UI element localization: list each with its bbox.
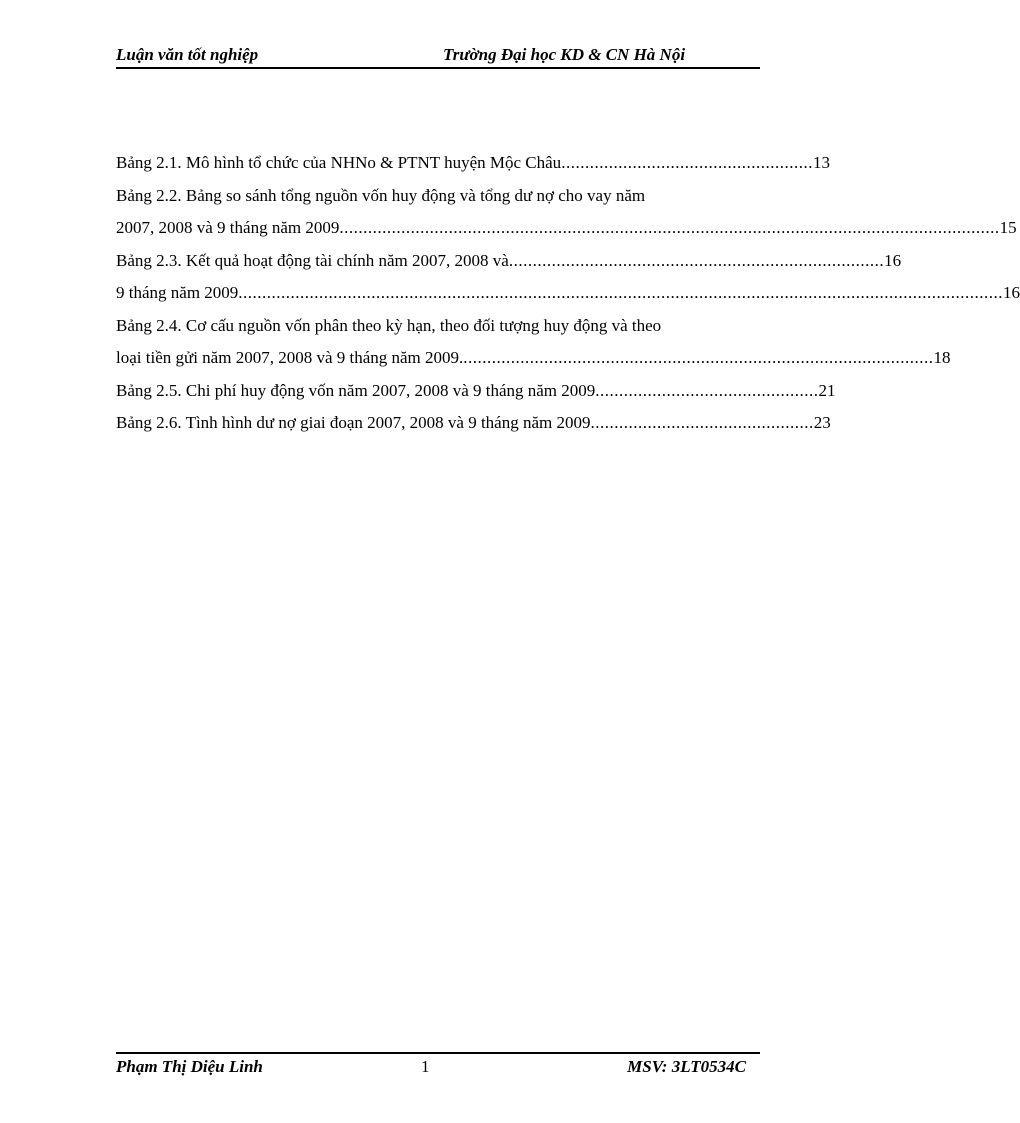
- toc-entry-leader: ...............................................: [595, 380, 819, 400]
- toc-entry-2-3-line1: [116, 245, 902, 278]
- toc-entry-2-3-line2: [116, 277, 1020, 310]
- toc-entry-page: 18: [933, 348, 951, 367]
- toc-entry-text: Bảng 2.5. Chi phí huy động vốn năm 2007, 2008 và 9 tháng năm 2009: [116, 380, 596, 400]
- toc-entry-text: 9 tháng năm 2009: [116, 283, 239, 302]
- toc-entry-2-5: [116, 375, 836, 408]
- footer-student-id: MSV: 3LT0534C: [627, 1057, 746, 1076]
- toc-entry-text: Bảng 2.3. Kết quả hoạt động tài chính năm 2007, 2008 và: [116, 250, 509, 270]
- toc-entry-leader: ...............................................................................: [508, 250, 885, 270]
- toc-entry-leader: ...............................................: [590, 413, 814, 432]
- toc-entry-2-2-line1: [116, 180, 756, 213]
- toc-entry-page: 15: [999, 218, 1017, 237]
- toc-entry-leader: .................................................................................................................................................................: [238, 283, 1004, 302]
- toc-entry-leader: ...........................................................................................................................................: [339, 218, 1000, 237]
- toc-entry-page: 21: [818, 380, 836, 400]
- toc-entry-2-4-line1: [116, 310, 756, 343]
- header-rule: [116, 67, 760, 69]
- toc-entry-2-6: [116, 407, 831, 440]
- table-of-tables: [116, 147, 1020, 440]
- footer-rule: [116, 1052, 760, 1054]
- toc-entry-2-4-line2: [116, 342, 951, 375]
- toc-entry-text: Bảng 2.6. Tình hình dư nợ giai đoạn 2007, 2008 và 9 tháng năm 2009: [116, 413, 591, 432]
- toc-entry-page: 16: [1003, 283, 1020, 302]
- footer-author-name: Phạm Thị Diệu Linh: [116, 1057, 263, 1076]
- toc-entry-2-1: [116, 147, 830, 180]
- toc-entry-leader: ...................................................................................................: [463, 348, 934, 367]
- footer-page-number: 1: [421, 1057, 430, 1076]
- toc-entry-page: 13: [812, 153, 830, 172]
- toc-entry-text: Bảng 2.1. Mô hình tổ chức của NHNo & PTNT huyện Mộc Châu: [116, 153, 562, 172]
- toc-entry-text: loại tiền gửi năm 2007, 2008 và 9 tháng năm 2009.: [116, 348, 464, 367]
- toc-entry-2-2-line2: [116, 212, 1017, 245]
- header-university-name: Trường Đại học KD & CN Hà Nội: [443, 45, 686, 64]
- toc-entry-text: Bảng 2.2. Bảng so sánh tổng nguồn vốn huy động và tổng dư nợ cho vay năm: [116, 185, 646, 205]
- toc-entry-page: 23: [813, 413, 831, 432]
- toc-entry-text: Bảng 2.4. Cơ cấu nguồn vốn phân theo kỳ hạn, theo đối tượng huy động và theo: [116, 315, 662, 335]
- page-header: [116, 45, 760, 67]
- toc-entry-leader: .....................................................: [561, 153, 813, 172]
- header-thesis-title: Luận văn tốt nghiệp: [116, 45, 259, 64]
- toc-entry-page: 16: [884, 250, 902, 270]
- page-footer: [116, 1057, 760, 1079]
- toc-entry-text: 2007, 2008 và 9 tháng năm 2009: [116, 218, 340, 237]
